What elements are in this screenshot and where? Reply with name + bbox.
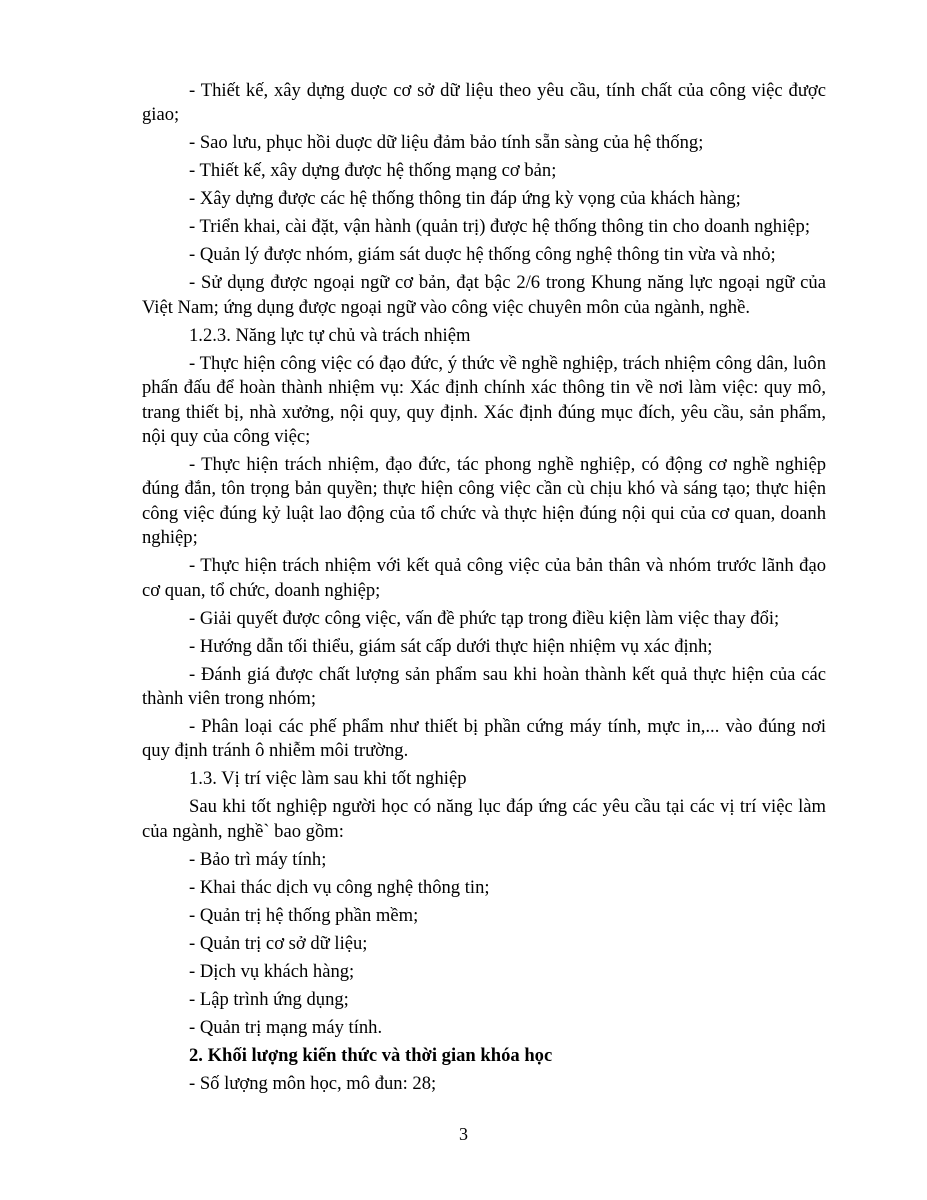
list-item: - Quản trị cơ sở dữ liệu; (189, 932, 368, 954)
paragraph: - Quản lý được nhóm, giám sát duợc hệ thống công nghệ thông tin vừa và nhỏ; (189, 244, 776, 266)
paragraph: - Thực hiện công việc có đạo đức, ý thức về nghề nghiệp, trách nhiệm công dân, luôn phấn đấu để hoàn thành nhiệm vụ: Xác định chính xác thông tin về nơi làm việc: quy mô, trang thiết bị, nhà xưởng, nội quy, quy định. Xác định đúng mục đích, yêu cầu, sản phẩm, nội quy của công việc; (142, 352, 826, 448)
section-heading: 1.3. Vị trí việc làm sau khi tốt nghiệp (189, 768, 467, 790)
paragraph: - Thực hiện trách nhiệm, đạo đức, tác phong nghề nghiệp, có động cơ nghề nghiệp đúng đắn, tôn trọng bản quyền; thực hiện công việc cần cù chịu khó và sáng tạo; thực hiện công việc đúng kỷ luật lao động của tổ chức và thực hiện đúng nội qui của cơ quan, doanh nghiệp; (142, 454, 826, 549)
list-item: - Quản trị hệ thống phần mềm; (189, 904, 419, 926)
paragraph: - Thiết kế, xây dựng duợc cơ sở dữ liệu theo yêu cầu, tính chất của công việc được giao; (142, 80, 826, 126)
paragraph: - Triển khai, cài đặt, vận hành (quản trị) được hệ thống thông tin cho doanh nghiệp; (189, 216, 810, 238)
paragraph: - Sử dụng được ngoại ngữ cơ bản, đạt bậc 2/6 trong Khung năng lực ngoại ngữ của Việt Nam; ứng dụng được ngoại ngữ vào công việc chuyên môn của ngành, nghề. (142, 272, 826, 318)
list-item: - Dịch vụ khách hàng; (189, 960, 355, 982)
paragraph: - Đánh giá được chất lượng sản phẩm sau khi hoàn thành kết quả thực hiện của các thành viên trong nhóm; (142, 663, 826, 710)
list-item: - Lập trình ứng dụng; (189, 988, 349, 1010)
paragraph: - Sao lưu, phục hồi duợc dữ liệu đảm bảo tính sẵn sàng của hệ thống; (189, 132, 704, 154)
paragraph: - Thiết kế, xây dựng được hệ thống mạng cơ bản; (189, 160, 557, 182)
paragraph: - Hướng dẫn tối thiểu, giám sát cấp dưới thực hiện nhiệm vụ xác định; (189, 635, 713, 657)
page-number: 3 (459, 1124, 468, 1144)
paragraph: Sau khi tốt nghiệp người học có năng lục đáp ứng các yêu cầu tại các vị trí việc làm của ngành, nghề` bao gồm: (142, 796, 826, 842)
list-item: - Bảo trì máy tính; (189, 848, 327, 870)
list-item: - Khai thác dịch vụ công nghệ thông tin; (189, 876, 490, 898)
list-item: - Quản trị mạng máy tính. (189, 1016, 383, 1038)
paragraph: - Thực hiện trách nhiệm với kết quả công việc của bản thân và nhóm trước lãnh đạo cơ quan, tổ chức, doanh nghiệp; (142, 555, 826, 601)
paragraph: - Xây dựng được các hệ thống thông tin đáp ứng kỳ vọng của khách hàng; (189, 188, 741, 210)
document-page (142, 79, 826, 1100)
list-item: - Số lượng môn học, mô đun: 28; (189, 1072, 437, 1094)
paragraph: - Giải quyết được công việc, vấn đề phức tạp trong điều kiện làm việc thay đổi; (189, 607, 780, 629)
section-heading: 2. Khối lượng kiến thức và thời gian khóa học (189, 1044, 553, 1066)
section-heading: 1.2.3. Năng lực tự chủ và trách nhiệm (189, 324, 471, 346)
paragraph: - Phân loại các phế phẩm như thiết bị phần cứng máy tính, mực in,... vào đúng nơi quy định tránh ô nhiễm môi trường. (142, 716, 826, 762)
